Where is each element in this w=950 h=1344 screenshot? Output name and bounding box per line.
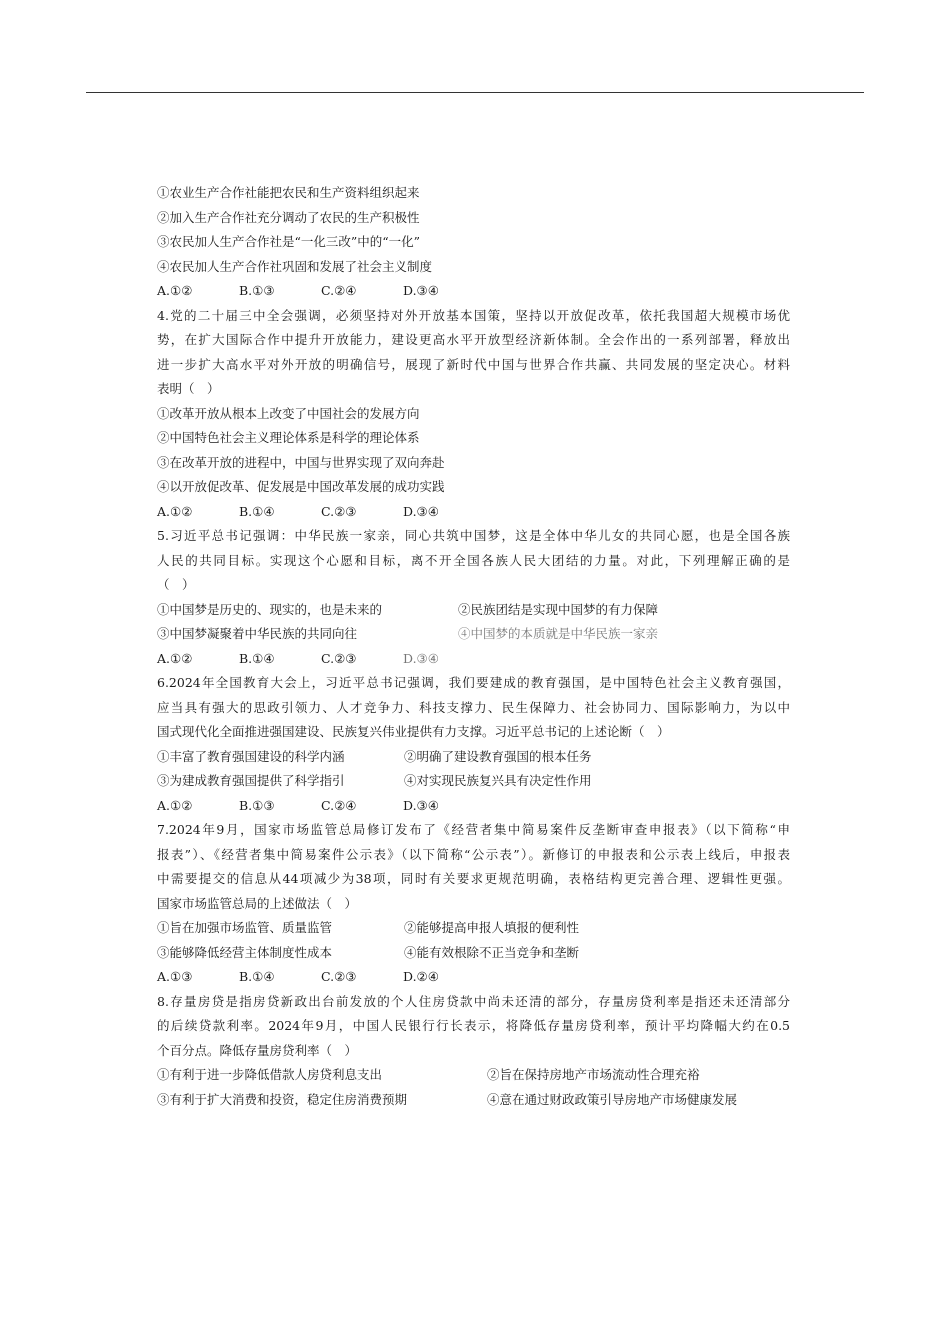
q6-options-row-2 — [157, 769, 790, 794]
q7-option-4: ④能有效根除不正当竞争和垄断 — [404, 944, 580, 960]
q7-option-3: ③能够降低经营主体制度性成本 — [157, 944, 333, 960]
q7-stem-line-2: 报表”）、《经营者集中简易案件公示表》（以下简称“公示表”）。新修订的申报表和公示表上线后，申报表 — [157, 846, 790, 862]
q7-stem-line-3: 中需要提交的信息从44项减少为38项，同时有关要求更规范明确，表格结构更完善合理、逻辑性更强。 — [157, 871, 790, 886]
q6-stem-line-2: 应当具有强大的思政引领力、人才竞争力、科技支撑力、民生保障力、社会协同力、国际影响力，为以中 — [157, 699, 790, 715]
q4-option-2: ②中国特色社会主义理论体系是科学的理论体系 — [157, 430, 420, 445]
question-8 — [157, 990, 790, 1113]
q7-answer-d: D.②④ — [403, 969, 439, 984]
q5-options-row-2 — [157, 622, 790, 647]
q4-stem-line-1: 4.党的二十届三中全会强调，必须坚持对外开放基本国策，坚持以开放促改革，依托我国超大规模市场优 — [157, 307, 790, 323]
q5-stem-line-1: 5.习近平总书记强调：中华民族一家亲，同心共筑中国梦，这是全体中华儿女的共同心愿，也是全国各族 — [157, 528, 790, 543]
q5-answer-choices — [157, 647, 790, 672]
q4-answer-b: B.①④ — [239, 503, 275, 519]
q6-answer-b: B.①③ — [239, 797, 275, 813]
q7-option-2: ②能够提高申报人填报的便利性 — [404, 920, 580, 935]
q4-answer-c: C.②③ — [321, 503, 357, 519]
q3-answer-choices — [157, 279, 790, 304]
q6-option-2: ②明确了建设教育强国的根本任务 — [404, 748, 592, 764]
q7-option-1: ①旨在加强市场监管、质量监管 — [157, 920, 333, 935]
q5-stem-line-3: （ ） — [157, 577, 195, 592]
question-5 — [157, 524, 790, 671]
q8-stem-line-2: 的后续贷款利率。2024年9月，中国人民银行行长表示，将降低存量房贷利率，预计平均降幅大约在0.5 — [157, 1018, 790, 1033]
q4-option-1: ①改革开放从根本上改变了中国社会的发展方向 — [157, 405, 420, 421]
header-rule — [86, 92, 864, 93]
q6-answer-choices — [157, 794, 790, 819]
question-4 — [157, 304, 790, 525]
q7-options-row-2 — [157, 941, 790, 966]
q6-answer-a: A.①② — [157, 797, 193, 813]
q7-answer-c: C.②③ — [321, 969, 357, 984]
q5-answer-b: B.①④ — [239, 650, 275, 666]
q4-option-4: ④以开放促改革、促发展是中国改革发展的成功实践 — [157, 479, 445, 494]
q6-options-row-1 — [157, 745, 790, 770]
q6-answer-d: D.③④ — [403, 797, 439, 813]
q8-option-1: ①有利于进一步降低借款人房贷利息支出 — [157, 1067, 383, 1082]
q4-answer-a: A.①② — [157, 503, 193, 519]
q7-stem-line-1: 7.2024年9月，国家市场监管总局修订发布了《经营者集中简易案件反垄断审查申报表》（以下简称“申 — [157, 822, 790, 837]
question-6 — [157, 671, 790, 818]
q8-stem-line-1: 8.存量房贷是指房贷新政出台前发放的个人住房贷款中尚未还清的部分，存量房贷利率是指还未还清部分 — [157, 993, 790, 1009]
q4-stem-line-3: 进一步扩大高水平对外开放的明确信号，展现了新时代中国与世界合作共赢、共同发展的坚定决心。材料 — [157, 356, 790, 372]
q5-option-4: ④中国梦的本质就是中华民族一家亲 — [458, 626, 659, 641]
q5-answer-d: D.③④ — [403, 650, 439, 666]
q4-stem-line-4: 表明（ ） — [157, 381, 220, 396]
q5-option-1: ①中国梦是历史的、现实的，也是未来的 — [157, 601, 383, 617]
q4-answer-d: D.③④ — [403, 503, 439, 519]
exam-page-content — [157, 181, 790, 1112]
q3-option-1: ①农业生产合作社能把农民和生产资料组织起来 — [157, 185, 420, 200]
q5-answer-a: A.①② — [157, 650, 193, 666]
q4-option-3: ③在改革开放的进程中，中国与世界实现了双向奔赴 — [157, 454, 445, 470]
q8-stem-line-3: 个百分点。降低存量房贷利率（ ） — [157, 1042, 358, 1058]
q3-option-4: ④农民加人生产合作社巩固和发展了社会主义制度 — [157, 258, 433, 274]
q8-option-2: ②旨在保持房地产市场流动性合理充裕 — [487, 1067, 700, 1082]
q3-option-2: ②加入生产合作社充分调动了农民的生产积极性 — [157, 209, 420, 225]
q7-answer-a: A.①③ — [157, 969, 193, 984]
q7-options-row-1 — [157, 916, 790, 941]
q5-option-3: ③中国梦凝聚着中华民族的共同向往 — [157, 626, 358, 641]
q5-options-row-1 — [157, 598, 790, 623]
q8-options-row-1 — [157, 1063, 790, 1088]
q3-option-3: ③农民加人生产合作社是“一化三改”中的“一化” — [157, 234, 421, 249]
q6-option-4: ④对实现民族复兴具有决定性作用 — [404, 773, 592, 788]
q8-option-4: ④意在通过财政政策引导房地产市场健康发展 — [487, 1091, 738, 1107]
q3-answer-a: A.①② — [157, 283, 193, 298]
q6-option-1: ①丰富了教育强国建设的科学内涵 — [157, 748, 345, 764]
q8-options-row-2 — [157, 1088, 790, 1113]
q5-stem-line-2: 人民的共同目标。实现这个心愿和目标，离不开全国各族人民大团结的力量。对此，下列理解正确的是 — [157, 552, 790, 568]
q7-answer-choices — [157, 965, 790, 990]
question-7 — [157, 818, 790, 990]
q7-answer-b: B.①④ — [239, 969, 275, 984]
q3-answer-c: C.②④ — [321, 283, 357, 298]
q5-option-2: ②民族团结是实现中国梦的有力保障 — [458, 601, 659, 617]
q6-answer-c: C.②④ — [321, 797, 357, 813]
q6-option-3: ③为建成教育强国提供了科学指引 — [157, 773, 345, 788]
q8-option-3: ③有利于扩大消费和投资，稳定住房消费预期 — [157, 1091, 408, 1107]
q3-answer-d: D.③④ — [403, 283, 439, 298]
q7-stem-line-4: 国家市场监管总局的上述做法（ ） — [157, 895, 358, 911]
q3-answer-b: B.①③ — [239, 283, 275, 298]
q4-answer-choices — [157, 500, 790, 525]
q6-stem-line-1: 6.2024年全国教育大会上，习近平总书记强调，我们要建成的教育强国，是中国特色社会主义教育强国， — [157, 675, 790, 690]
q4-stem-line-2: 势，在扩大国际合作中提升开放能力，建设更高水平开放型经济新体制。全会作出的一系列部署，释放出 — [157, 332, 790, 347]
q6-stem-line-3: 国式现代化全面推进强国建设、民族复兴伟业提供有力支撑。习近平总书记的上述论断（ ） — [157, 724, 670, 739]
question-3 — [157, 181, 790, 304]
q5-answer-c: C.②③ — [321, 650, 357, 666]
